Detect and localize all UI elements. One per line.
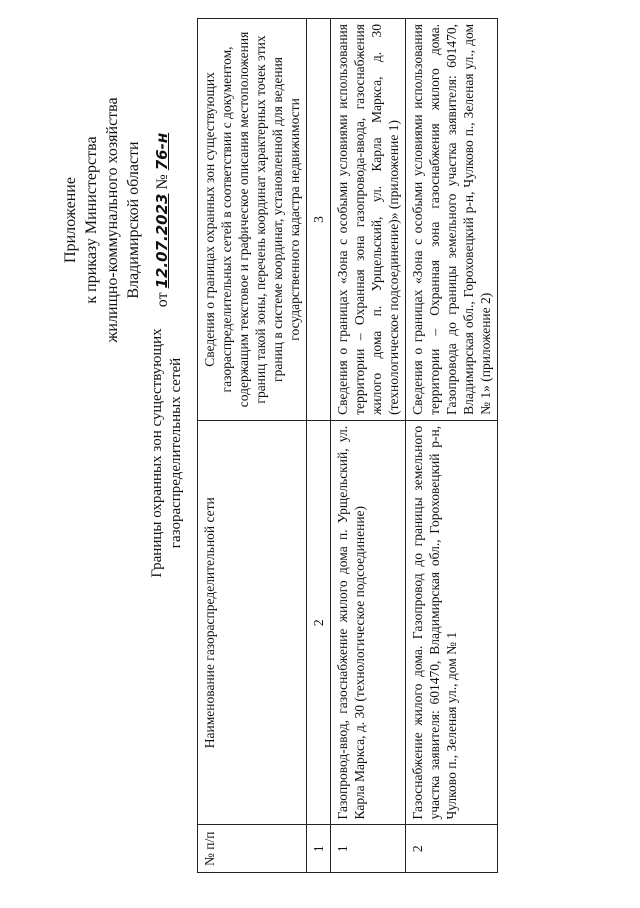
row-num: 1 [331,825,406,873]
ministry-name: жилищно-коммунального хозяйства [104,97,121,343]
table-row [331,19,406,873]
column-number-row [307,19,331,873]
title-line-2: газораспределительных сетей [168,357,184,549]
header-name: Наименование газораспределительной сети [198,420,307,825]
appendix-label: Приложение [62,177,79,263]
table-header-row [198,19,307,873]
document-title [148,173,186,733]
order-reference: к приказу Министерства [83,136,100,304]
row-info: Сведения о границах «Зона с особыми условиями использования территории – Охранная зона газоснабжения жилого дома. Газопровода до границы земельного участка заявителя: 601470, Владимирская обл., Гороховецкий р-н, Чулково п., Зеленая ул., дом № 1» (приложение 2) [406,19,498,421]
header-num: № п/п [198,825,307,873]
column-number-3: 3 [307,19,331,421]
row-name: Газоснабжение жилого дома. Газопровод до границы земельного участка заявителя: 601470, Владимирская обл., Гороховецкий р-н, Чулково п., Зеленая ул., дом № 1 [406,420,498,825]
date-prefix: от [154,292,171,308]
table-row [406,19,498,873]
order-number: 76-н [153,132,171,171]
row-num: 2 [406,825,498,873]
column-number-1: 1 [307,825,331,873]
order-date: 12.07.2023 [153,193,171,289]
title-line-1: Границы охранных зон существующих [149,328,165,578]
region-name: Владимирской области [125,141,142,299]
row-name: Газопровод-ввод, газоснабжение жилого дома п. Урщельский, ул. Карла Маркса, д. 30 (технологическое подсоединение) [331,420,406,825]
row-info: Сведения о границах «Зона с особыми условиями использования территории – Охранная зона газопровода-ввода, газоснабжения жилого дома п. Урщельский, ул. Карла Маркса, д. 30 (технологическое подсоединение)» (приложение 1) [331,19,406,421]
header-info: Сведения о границах охранных зон существующих газораспределительных сетей в соответствии с документом, содержащим текстовое и графическое описания местоположения границ такой зоны, перечень координат характерных точек этих границ в системе координат, установленной для ведения государственного кадастра недвижимости [198,19,307,421]
number-sign: № [154,174,171,190]
column-number-2: 2 [307,420,331,825]
zones-table [197,18,498,873]
